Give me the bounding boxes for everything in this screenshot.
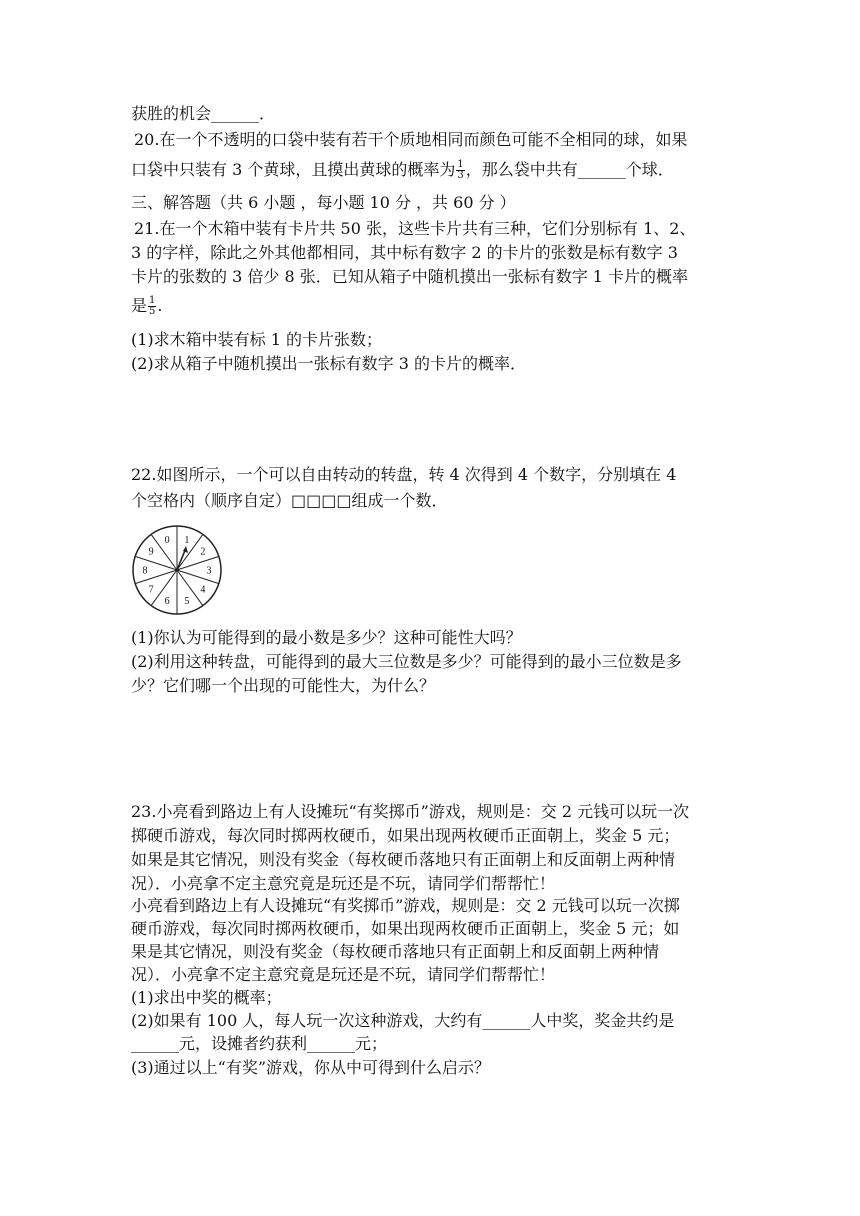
q22-line-1: 22.如图所示，一个可以自由转动的转盘，转 4 次得到 4 个数字，分别填在 4 xyxy=(131,465,677,484)
spinner-sector-label: 4 xyxy=(200,584,206,596)
q23-sub-1: (1)求出中奖的概率； xyxy=(131,988,282,1007)
spinner-sector-label: 3 xyxy=(206,565,212,577)
section-3-heading: 三、解答题（共 6 小题 ，每小题 10 分 ，共 60 分 ） xyxy=(131,193,516,212)
spinner-wheel-diagram xyxy=(131,524,223,616)
q21-line-4-a: 是 xyxy=(131,296,148,315)
q21-line-3: 卡片的张数的 3 倍少 8 张．已知从箱子中随机摸出一张标有数字 1 卡片的概率 xyxy=(131,267,689,286)
q21-line-2: 3 的字样，除此之外其他都相同，其中标有数字 2 的卡片的张数是标有数字 3 xyxy=(131,243,678,262)
q22-sub-1: (1)你认为可能得到的最小数是多少？这种可能性大吗？ xyxy=(131,628,522,647)
q23-p1-line-1: 23.小亮看到路边上有人设摊玩“有奖掷币”游戏，规则是：交 2 元钱可以玩一次 xyxy=(131,802,690,821)
spinner-sector-label: 0 xyxy=(164,535,170,547)
q21-line-4 xyxy=(131,295,162,317)
q22-line-2-a: 个空格内（顺序自定） xyxy=(131,491,292,510)
q20-line-2 xyxy=(131,159,674,181)
q21-line-1: 21.在一个木箱中装有卡片共 50 张，这些卡片共有三种，它们分别标有 1、2、 xyxy=(134,219,696,238)
q22-sub-2-line-1: (2)利用这种转盘，可能得到的最大三位数是多少？可能得到的最小三位数是多 xyxy=(131,652,682,671)
q21-fraction-denominator: 5 xyxy=(149,306,156,317)
spinner-sector-label: 5 xyxy=(184,595,190,607)
q22-answer-boxes: □□□□ xyxy=(291,491,352,510)
q23-p1-line-4: 况）．小亮拿不定主意究竟是玩还是不玩，请同学们帮帮忙！ xyxy=(131,874,556,893)
q20-fraction xyxy=(456,160,464,181)
q22-line-2-b: 组成一个数． xyxy=(351,491,448,510)
q20-fraction-numerator: 1 xyxy=(457,159,464,170)
q23-p2-line-4: 况）．小亮拿不定主意究竟是玩还是不玩，请同学们帮帮忙！ xyxy=(131,965,556,984)
spinner-sector-label: 6 xyxy=(164,595,170,607)
q22-line-2 xyxy=(131,490,448,512)
q19-tail-text: 获胜的机会______． xyxy=(131,104,276,123)
q22-sub-2-line-2: 少？它们哪一个出现的可能性大，为什么？ xyxy=(131,676,436,695)
q21-sub-1: (1)求木箱中装有标 1 的卡片张数； xyxy=(131,330,383,349)
q21-fraction-numerator: 1 xyxy=(149,295,156,306)
q23-p2-line-3: 果是其它情况，则没有奖金（每枚硬币落地只有正面朝上和反面朝上两种情 xyxy=(131,942,660,961)
spinner-sector-label: 7 xyxy=(148,584,154,596)
q21-line-4-b: . xyxy=(157,296,163,315)
q20-line-2-a: 口袋中只装有 3 个黄球，且摸出黄球的概率为 xyxy=(131,160,456,179)
q23-p1-line-3: 如果是其它情况，则没有奖金（每枚硬币落地只有正面朝上和反面朝上两种情 xyxy=(131,850,676,869)
q20-fraction-denominator: 3 xyxy=(457,170,464,181)
q23-p1-line-2: 掷硬币游戏，每次同时掷两枚硬币，如果出现两枚硬币正面朝上，奖金 5 元； xyxy=(131,826,680,845)
q21-fraction xyxy=(148,296,156,317)
spinner-sector-label: 2 xyxy=(200,546,206,558)
q23-sub-2-line-2: ______元，设摊者约获利______元； xyxy=(131,1034,388,1053)
q23-sub-2-line-1: (2)如果有 100 人，每人玩一次这种游戏，大约有______人中奖，奖金共约是 xyxy=(131,1011,675,1030)
q20-line-1: 20.在一个不透明的口袋中装有若干个质地相同而颜色可能不全相同的球，如果 xyxy=(134,130,688,149)
q23-sub-3: (3)通过以上“有奖”游戏，你从中可得到什么启示？ xyxy=(131,1058,491,1077)
q23-p2-line-1: 小亮看到路边上有人设摊玩“有奖掷币”游戏，规则是：交 2 元钱可以玩一次掷 xyxy=(131,896,680,915)
spinner-sector-label: 1 xyxy=(184,535,190,547)
q20-line-2-b: ，那么袋中共有______个球． xyxy=(465,160,674,179)
spinner-sector-label: 9 xyxy=(148,546,154,558)
q23-p2-line-2: 硬币游戏，每次同时掷两枚硬币，如果出现两枚硬币正面朝上，奖金 5 元；如 xyxy=(131,919,680,938)
spinner-sector-label: 8 xyxy=(142,565,148,577)
q21-sub-2: (2)求从箱子中随机摸出一张标有数字 3 的卡片的概率． xyxy=(131,354,527,373)
